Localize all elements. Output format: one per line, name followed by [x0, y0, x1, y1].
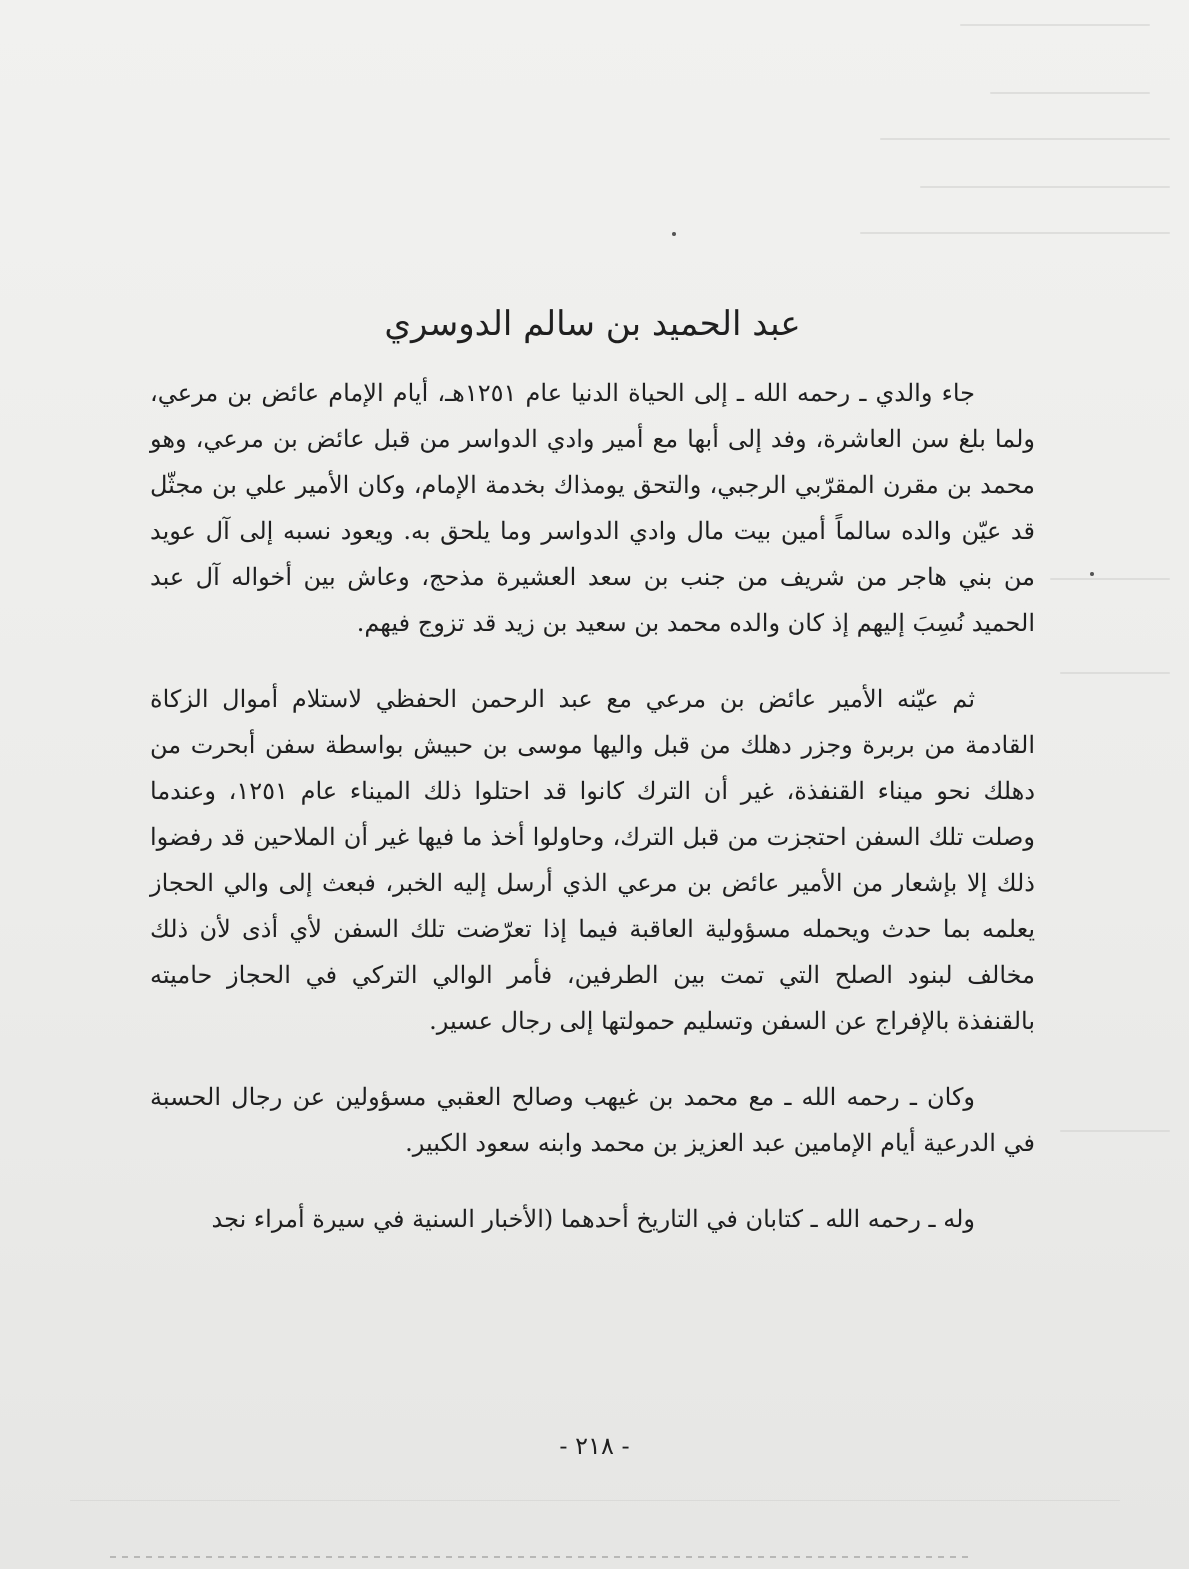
- paragraph-2: ثم عيّنه الأمير عائض بن مرعي مع عبد الرحمن الحفظي لاستلام أموال الزكاة القادمة من بربرة وجزر دهلك من قبل واليها موسى بن حبيش بواسطة سفن أبحرت من دهلك نحو ميناء القنفذة، غير أن الترك كانوا قد احتلوا ذلك الميناء عام ١٢٥١، وعندما وصلت تلك السفن احتجزت من قبل الترك، وحاولوا أخذ ما فيها غير أن الملاحين قد رفضوا ذلك إلا بإشعار من الأمير عائض بن مرعي الذي أرسل إليه الخبر، فبعث إلى والي الحجاز يعلمه بما حدث ويحمله مسؤولية العاقبة فيما إذا تعرّضت تلك السفن لأي أذى لأن ذلك مخالف لبنود الصلح التي تمت بين الطرفين، فأمر الوالي التركي في الحجاز حاميته بالقنفذة بالإفراج عن السفن وتسليم حمولتها إلى رجال عسير.: [150, 685, 1036, 1035]
- page-number: - ٢١٨ -: [559, 1432, 630, 1460]
- bleed-line: [990, 92, 1150, 94]
- speck: [672, 232, 676, 236]
- bleed-line: [70, 1500, 1120, 1501]
- bleed-line: [1060, 672, 1170, 674]
- bleed-line: [960, 24, 1150, 26]
- paragraph-1: جاء والدي ـ رحمه الله ـ إلى الحياة الدنيا عام ١٢٥١هـ، أيام الإمام عائض بن مرعي، ولما بلغ سن العاشرة، وفد إلى أبها مع أمير وادي الدواسر من قبل عائض بن مرعي، وهو محمد بن مقرن المقرّبي الرجبي، والتحق يومذاك بخدمة الإمام، وكان الأمير علي بن مجثّل قد عيّن والده سالماً أمين بيت مال وادي الدواسر وما يلحق به. ويعود نسبه إلى آل عويد من بني هاجر من شريف من جنب بن سعد العشيرة مذحج، وعاش بين أخواله آل عبد الحميد نُسِبَ إليهم إذ كان والده محمد بن سعيد بن زيد قد تزوج فيهم.: [150, 379, 1035, 637]
- speck: [1090, 572, 1094, 576]
- article: [150, 300, 1035, 1272]
- bleed-line: [920, 186, 1170, 188]
- bleed-line: [860, 232, 1170, 234]
- bleed-line: [1060, 1130, 1170, 1132]
- paragraph-4: وله ـ رحمه الله ـ كتابان في التاريخ أحدهما (الأخبار السنية في سيرة أمراء نجد: [211, 1205, 975, 1233]
- bleed-line: [880, 138, 1170, 140]
- page-title: عبد الحميد بن سالم الدوسري: [384, 304, 801, 344]
- bottom-edge-rule: [110, 1556, 970, 1558]
- paragraph-3: وكان ـ رحمه الله ـ مع محمد بن غيهب وصالح العقبي مسؤولين عن رجال الحسبة في الدرعية أيام الإمامين عبد العزيز بن محمد وابنه سعود الكبير.: [150, 1083, 1035, 1157]
- bleed-line: [1050, 578, 1170, 580]
